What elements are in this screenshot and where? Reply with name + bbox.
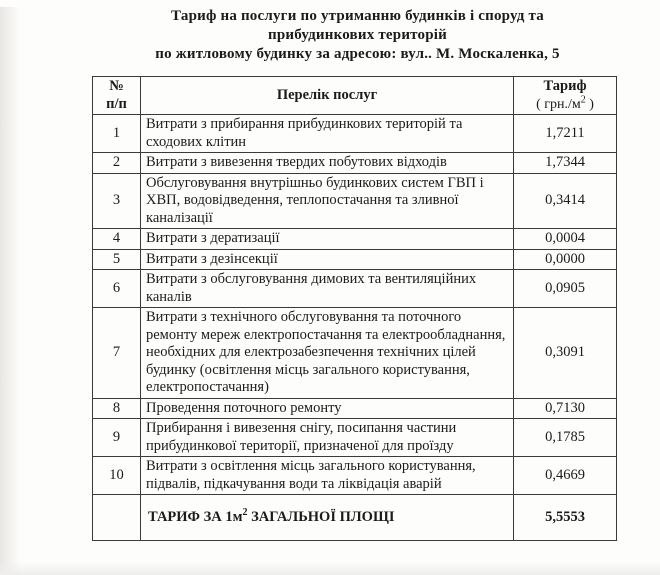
total-label (141, 495, 514, 541)
total-label-close: ЗАГАЛЬНОЇ ПЛОЩІ (247, 508, 395, 525)
tariff-value: 1,7211 (514, 115, 617, 153)
total-label-superscript: 2 (242, 506, 248, 518)
tariff-unit-close: ) (585, 96, 594, 112)
table-row (93, 457, 617, 495)
table-row (93, 419, 617, 457)
service-name: Витрати з дезінсекції (141, 249, 514, 270)
col-header-num (93, 77, 141, 115)
row-number: 9 (93, 419, 141, 457)
table-row (93, 398, 617, 419)
total-label-open: ТАРИФ ЗА 1м (148, 508, 243, 525)
tariff-value: 0,3091 (514, 308, 617, 399)
col-header-num-line1: № (109, 78, 124, 94)
table-row (93, 229, 617, 250)
row-number: 3 (93, 173, 141, 229)
row-number: 10 (93, 457, 141, 495)
service-name: Прибирання і вивезення снігу, посипання частини прибудинкової території, призначеної для проїзду (141, 419, 514, 457)
service-name: Витрати з вивезення твердих побутових відходів (141, 153, 514, 174)
service-name: Витрати з дератизації (141, 229, 514, 250)
total-empty-cell (93, 495, 141, 541)
table-row (93, 270, 617, 308)
table-foot (93, 495, 617, 541)
col-header-num-line2: п/п (106, 95, 127, 112)
total-value: 5,5553 (514, 495, 617, 541)
table-row (93, 308, 617, 399)
document-title (92, 7, 623, 64)
tariff-table (92, 76, 617, 541)
title-line-2: прибудинкових територій (268, 27, 447, 43)
service-name: Витрати з прибирання прибудинкових територій та сходових клітин (141, 115, 514, 153)
row-number: 1 (93, 115, 141, 153)
table-body (93, 115, 617, 495)
service-name: Витрати з освітлення місць загального користування, підвалів, підкачування води та ліквідація аварій (141, 457, 514, 495)
table-header-row (93, 77, 617, 115)
row-number: 8 (93, 398, 141, 419)
tariff-value: 0,0000 (514, 249, 617, 270)
tariff-value: 0,0905 (514, 270, 617, 308)
row-number: 7 (93, 308, 141, 399)
col-header-tariff-unit (519, 93, 611, 114)
service-name: Витрати з обслуговування димових та вентиляційних каналів (141, 270, 514, 308)
table-row (93, 115, 617, 153)
tariff-value: 0,1785 (514, 419, 617, 457)
col-header-tariff-title: Тариф (543, 78, 587, 94)
service-name: Витрати з технічного обслуговування та поточного ремонту мереж електропостачання та електрообладнання, необхідних для електрозабезпечення технічних цілей будинку (освітлення місць загального користування, електропостачання) (141, 308, 514, 399)
service-name: Обслуговування внутрішньо будинкових систем ГВП і ХВП, водовідведення, теплопостачання та зливної каналізації (141, 173, 514, 229)
service-name: Проведення поточного ремонту (141, 398, 514, 419)
table-total-row (93, 495, 617, 541)
row-number: 2 (93, 153, 141, 174)
row-number: 6 (93, 270, 141, 308)
table-row (93, 249, 617, 270)
tariff-value: 0,4669 (514, 457, 617, 495)
table-head (93, 77, 617, 115)
tariff-value: 0,7130 (514, 398, 617, 419)
tariff-value: 1,7344 (514, 153, 617, 174)
title-line-3: по житловому будинку за адресою: вул.. М. Москаленка, 5 (155, 46, 560, 62)
row-number: 5 (93, 249, 141, 270)
table-row (93, 153, 617, 174)
row-number: 4 (93, 229, 141, 250)
col-header-service: Перелік послуг (141, 77, 514, 115)
table-row (93, 173, 617, 229)
tariff-value: 0,3414 (514, 173, 617, 229)
tariff-unit-superscript: 2 (580, 93, 586, 105)
title-line-1: Тариф на послуги по утриманню будинків і споруд та (171, 8, 544, 24)
tariff-value: 0,0004 (514, 229, 617, 250)
tariff-unit-open: ( грн./м (536, 96, 581, 112)
col-header-tariff (514, 77, 617, 115)
